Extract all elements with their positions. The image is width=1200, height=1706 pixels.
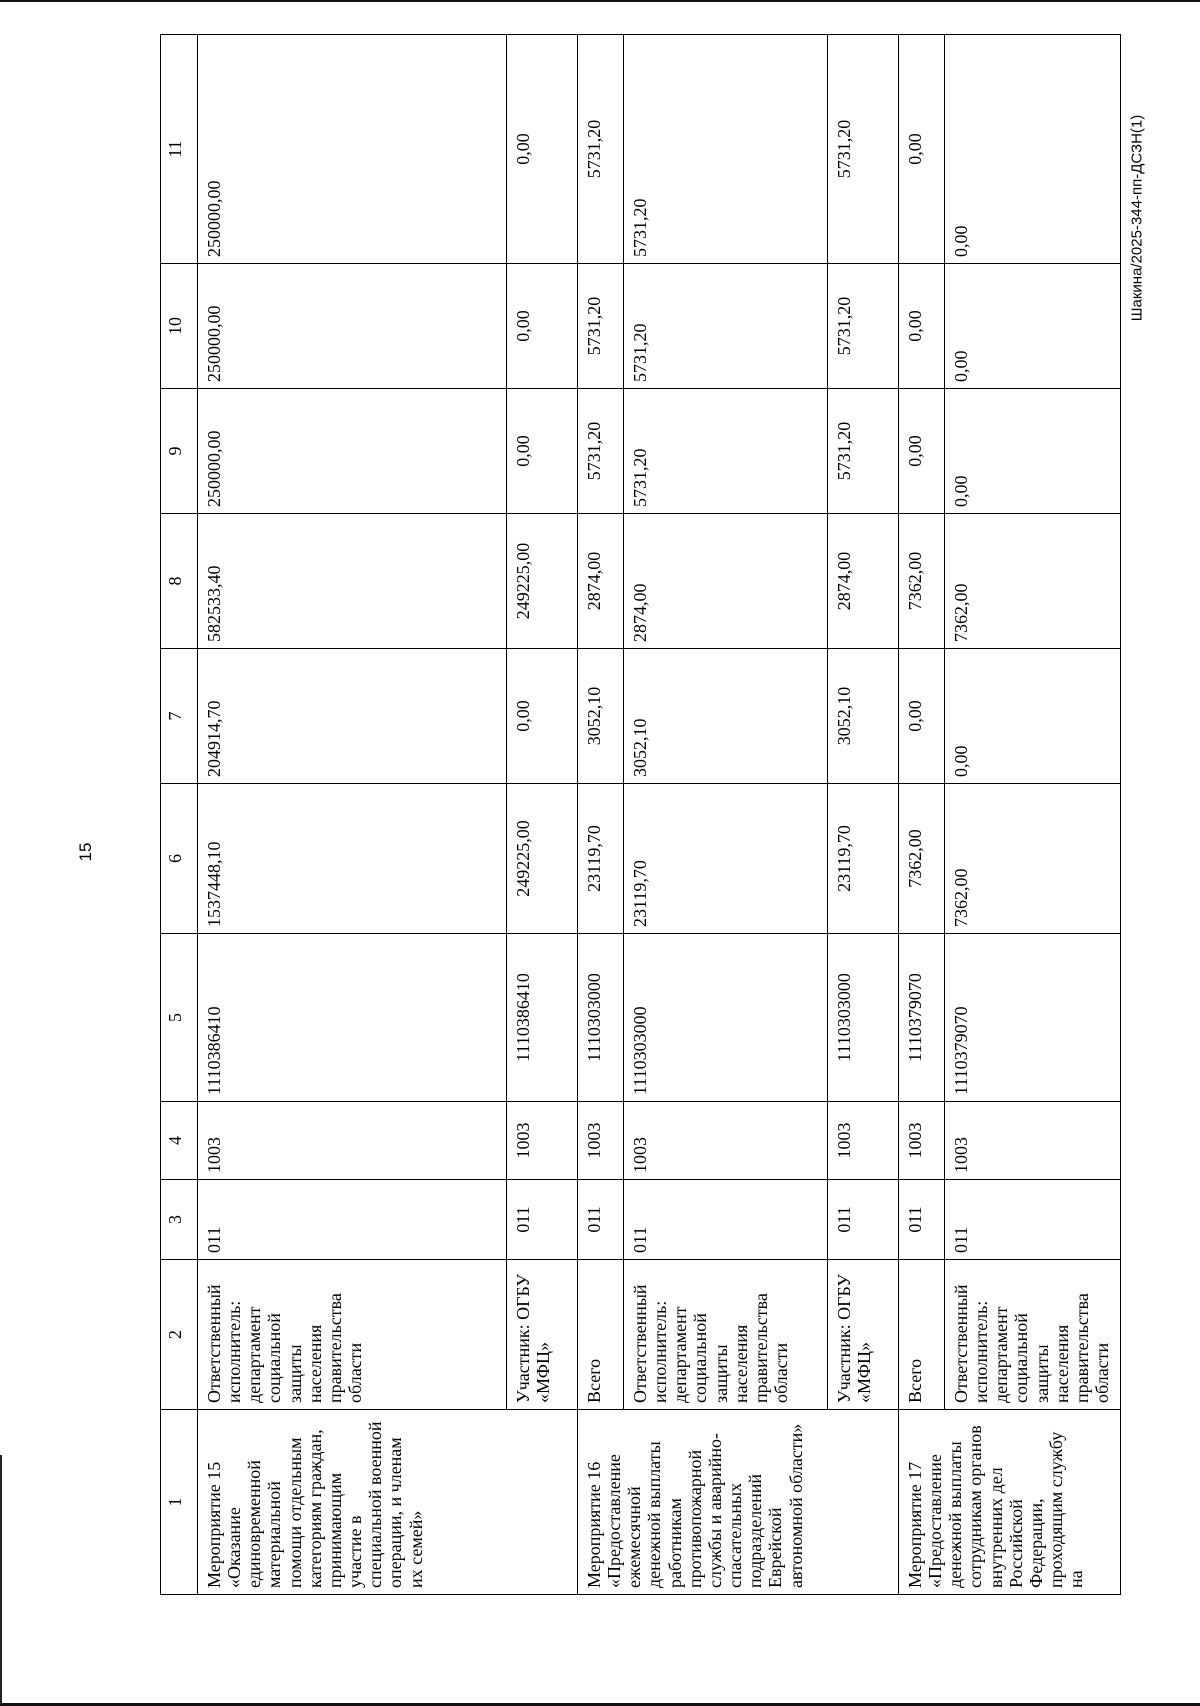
amount-cell: 23119,70: [828, 784, 899, 934]
code-cell: 1003: [507, 1102, 578, 1180]
executor-cell: Всего: [578, 1260, 624, 1410]
executor-cell: Ответственный исполнитель: департамент социальной защиты населения правительства области: [198, 1260, 507, 1410]
amount-cell: 0,00: [899, 35, 945, 264]
column-header: 8: [161, 514, 198, 649]
amount-cell: 0,00: [945, 264, 1121, 389]
code-cell: 1003: [899, 1102, 945, 1180]
code-cell: 1110386410: [198, 934, 507, 1102]
amount-cell: 5731,20: [624, 389, 828, 514]
table-row: [945, 35, 1121, 1595]
code-cell: 1003: [945, 1102, 1121, 1180]
code-cell: 1110303000: [828, 934, 899, 1102]
code-cell: 1110303000: [624, 934, 828, 1102]
table-row: [828, 35, 899, 1595]
code-cell: 1003: [578, 1102, 624, 1180]
amount-cell: 0,00: [507, 264, 578, 389]
amount-cell: 204914,70: [198, 649, 507, 784]
scan-edge-top: [0, 0, 1200, 2]
code-cell: 011: [624, 1180, 828, 1260]
table-row: [578, 35, 624, 1595]
code-cell: 011: [198, 1180, 507, 1260]
amount-cell: 7362,00: [899, 514, 945, 649]
amount-cell: 0,00: [507, 649, 578, 784]
amount-cell: 5731,20: [828, 389, 899, 514]
amount-cell: 250000,00: [198, 35, 507, 264]
executor-cell: Ответственный исполнитель: департамент социальной защиты населения правительства области: [945, 1260, 1121, 1410]
amount-cell: 5731,20: [578, 264, 624, 389]
amount-cell: 7362,00: [899, 784, 945, 934]
amount-cell: 5731,20: [578, 35, 624, 264]
code-cell: 011: [945, 1180, 1121, 1260]
measure-15-title: Мероприятие 15 «Оказание единовременной материальной помощи отдельным категориям граждан, принимающим участие в специальной военной операции, и членам их семей»: [198, 1410, 578, 1595]
amount-cell: 7362,00: [945, 514, 1121, 649]
column-header: 3: [161, 1180, 198, 1260]
column-header: 4: [161, 1102, 198, 1180]
amount-cell: 0,00: [899, 649, 945, 784]
table-row: [899, 35, 945, 1595]
column-header: 7: [161, 649, 198, 784]
amount-cell: 5731,20: [828, 35, 899, 264]
amount-cell: 0,00: [507, 35, 578, 264]
amount-cell: 0,00: [945, 649, 1121, 784]
amount-cell: 5731,20: [828, 264, 899, 389]
executor-cell: Всего: [899, 1260, 945, 1410]
amount-cell: 5731,20: [624, 264, 828, 389]
amount-cell: 1537448,10: [198, 784, 507, 934]
table-row: [624, 35, 828, 1595]
amount-cell: 0,00: [945, 35, 1121, 264]
budget-table: [160, 34, 1121, 1595]
column-header: 9: [161, 389, 198, 514]
amount-cell: 249225,00: [507, 784, 578, 934]
amount-cell: 0,00: [945, 389, 1121, 514]
table-row: [198, 35, 507, 1595]
column-header: 10: [161, 264, 198, 389]
column-header: 6: [161, 784, 198, 934]
code-cell: 1003: [624, 1102, 828, 1180]
code-cell: 1003: [828, 1102, 899, 1180]
amount-cell: 0,00: [899, 389, 945, 514]
amount-cell: 0,00: [507, 389, 578, 514]
scan-edge-left: [0, 1455, 2, 1706]
amount-cell: 582533,40: [198, 514, 507, 649]
page-number: 15: [76, 842, 95, 862]
column-header: 11: [161, 35, 198, 264]
amount-cell: 2874,00: [828, 514, 899, 649]
amount-cell: 250000,00: [198, 389, 507, 514]
amount-cell: 3052,10: [828, 649, 899, 784]
amount-cell: 250000,00: [198, 264, 507, 389]
rotated-table-container: [160, 35, 1113, 1595]
amount-cell: 5731,20: [624, 35, 828, 264]
executor-cell: Ответственный исполнитель: департамент социальной защиты населения правительства области: [624, 1260, 828, 1410]
amount-cell: 2874,00: [578, 514, 624, 649]
amount-cell: 3052,10: [578, 649, 624, 784]
executor-cell: Участник: ОГБУ «МФЦ»: [828, 1260, 899, 1410]
code-cell: 1110303000: [578, 934, 624, 1102]
code-cell: 1110379070: [945, 934, 1121, 1102]
measure-16-title: Мероприятие 16 «Предоставление ежемесячной денежной выплаты работникам противопожарной службы и аварийно-спасательных подразделений Еврейской автономной области»: [578, 1410, 899, 1595]
table-header-row: [161, 35, 198, 1595]
code-cell: 011: [507, 1180, 578, 1260]
amount-cell: 7362,00: [945, 784, 1121, 934]
amount-cell: 5731,20: [578, 389, 624, 514]
code-cell: 011: [578, 1180, 624, 1260]
column-header: 5: [161, 934, 198, 1102]
amount-cell: 2874,00: [624, 514, 828, 649]
code-cell: 1110386410: [507, 934, 578, 1102]
code-cell: 1003: [198, 1102, 507, 1180]
executor-cell: Участник: ОГБУ «МФЦ»: [507, 1260, 578, 1410]
amount-cell: 23119,70: [624, 784, 828, 934]
document-id: Шакина/2025-344-пп-ДСЗН(1): [1128, 114, 1146, 322]
code-cell: 011: [899, 1180, 945, 1260]
column-header: 1: [161, 1410, 198, 1595]
code-cell: 011: [828, 1180, 899, 1260]
amount-cell: 3052,10: [624, 649, 828, 784]
code-cell: 1110379070: [899, 934, 945, 1102]
measure-17-title: Мероприятие 17 «Предоставление денежной выплаты сотрудникам органов внутренних дел Российской Федерации, проходящим службу на: [899, 1410, 1121, 1595]
column-header: 2: [161, 1260, 198, 1410]
amount-cell: 249225,00: [507, 514, 578, 649]
amount-cell: 0,00: [899, 264, 945, 389]
table-row: [507, 35, 578, 1595]
amount-cell: 23119,70: [578, 784, 624, 934]
